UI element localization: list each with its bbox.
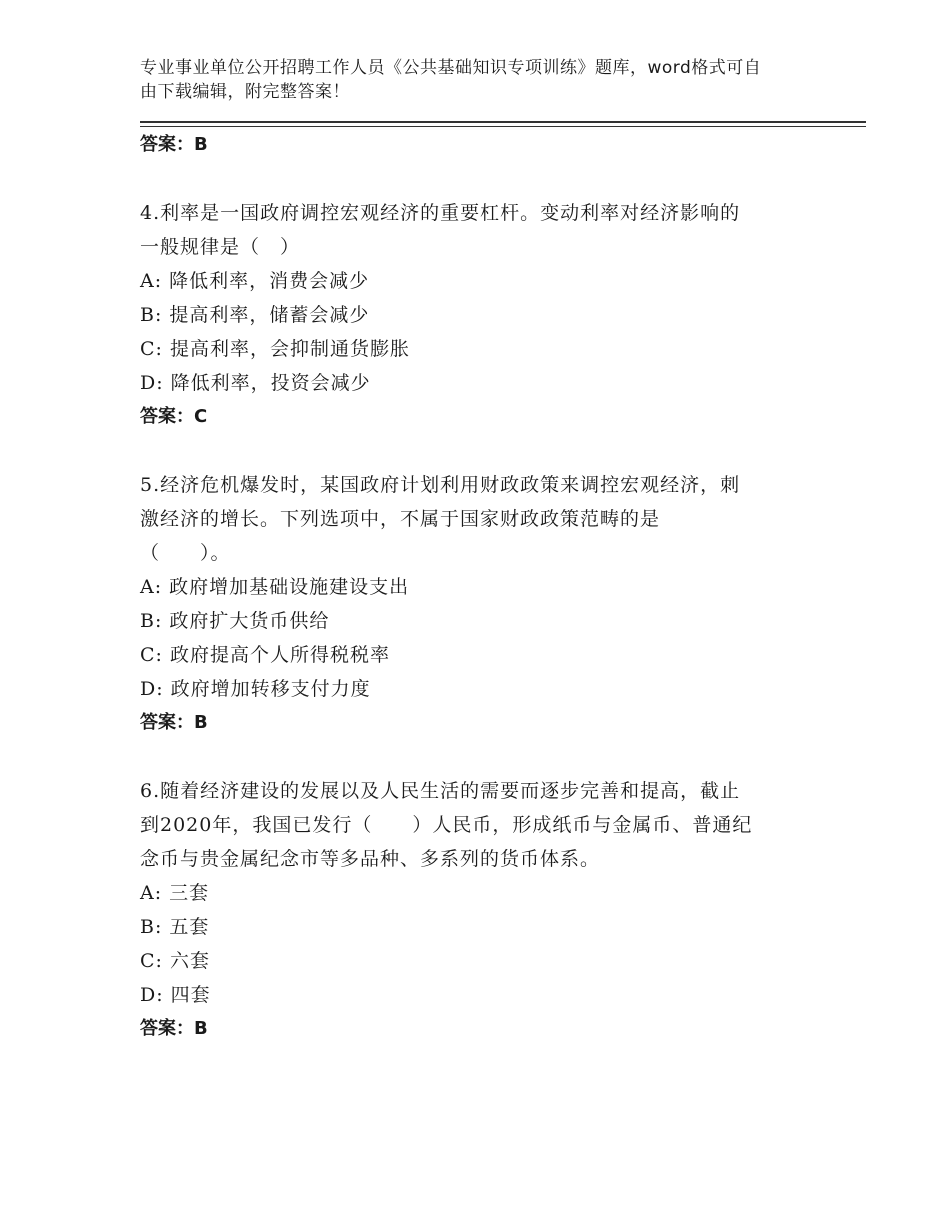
question-6-option-c: C: 六套 [140,950,210,972]
question-6-option-d: D: 四套 [140,984,211,1006]
question-6-answer: 答案：B [140,1018,208,1039]
question-6-option-b: B: 五套 [140,916,210,938]
question-4-option-c: C: 提高利率，会抑制通货膨胀 [140,338,410,360]
page-header [140,56,820,104]
question-5 [140,468,820,740]
question-6-line-3: 念币与贵金属纪念市等多品种、多系列的货币体系。 [140,848,601,870]
question-4 [140,196,820,434]
question-5-option-b: B: 政府扩大货币供给 [140,610,330,632]
question-5-line-3: （ ）。 [140,542,231,564]
answer-previous: 答案：B [140,134,208,155]
question-4-line-2: 一般规律是（ ） [140,236,301,258]
question-5-line-2: 激经济的增长。下列选项中，不属于国家财政政策范畴的是 [140,508,661,530]
question-4-option-d: D: 降低利率，投资会减少 [140,372,371,394]
question-5-option-a: A: 政府增加基础设施建设支出 [140,576,410,598]
question-5-option-c: C: 政府提高个人所得税税率 [140,644,390,666]
question-6-line-2: 到2020年，我国已发行（ ）人民币，形成纸币与金属币、普通纪 [140,814,753,836]
question-6 [140,774,820,1046]
header-divider-thick [140,121,866,123]
question-4-option-a: A: 降低利率，消费会减少 [140,270,370,292]
document-body [140,128,820,1046]
question-4-option-b: B: 提高利率，储蓄会减少 [140,304,370,326]
question-5-line-1: 5.经济危机爆发时，某国政府计划利用财政政策来调控宏观经济，刺 [140,474,741,496]
question-4-answer: 答案：C [140,406,208,427]
header-line-1: 专业事业单位公开招聘工作人员《公共基础知识专项训练》题库，word格式可自 [140,58,762,78]
header-divider-thin [140,126,866,127]
question-4-line-1: 4.利率是一国政府调控宏观经济的重要杠杆。变动利率对经济影响的 [140,202,741,224]
question-6-line-1: 6.随着经济建设的发展以及人民生活的需要而逐步完善和提高，截止 [140,780,741,802]
question-5-answer: 答案：B [140,712,208,733]
question-6-option-a: A: 三套 [140,882,210,904]
question-5-option-d: D: 政府增加转移支付力度 [140,678,371,700]
header-line-2: 由下载编辑，附完整答案！ [140,82,350,102]
